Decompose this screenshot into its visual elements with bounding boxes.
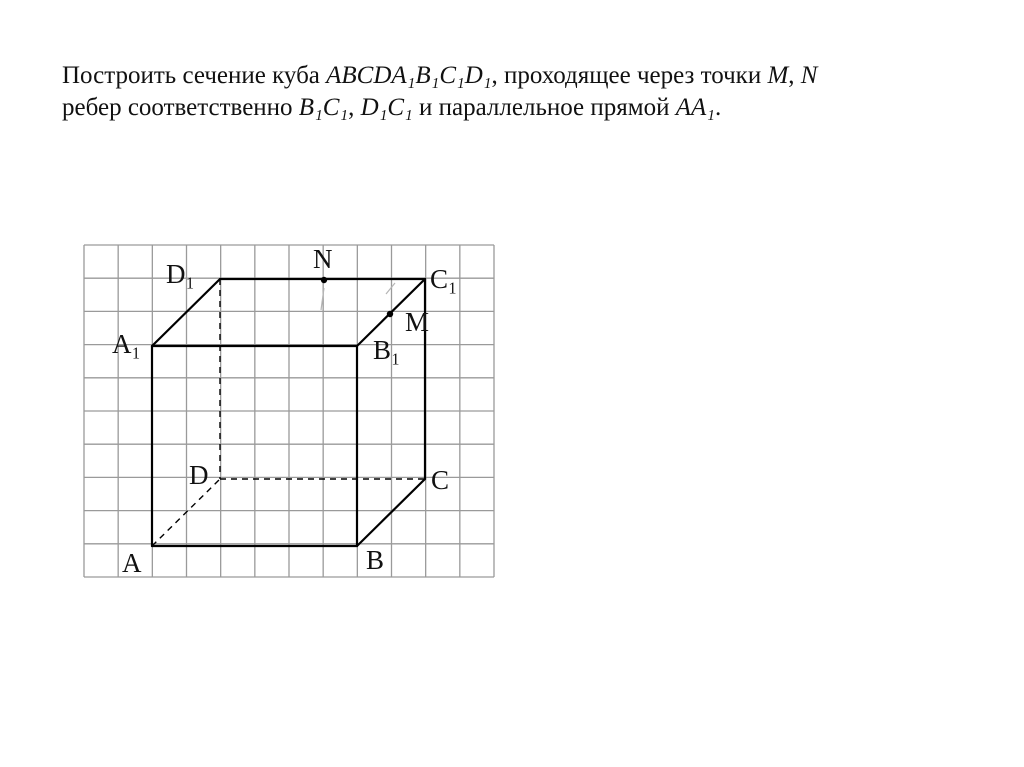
point-m-dot [387,311,393,317]
point-n-dot [321,277,327,283]
edge-d1c1-ref: D₁C₁ [360,94,413,121]
point-m-ref: M [767,62,789,89]
text-segment: , [788,62,801,89]
label-d: D [189,460,209,490]
edge-b1c1-ref: B₁C₁ [298,94,349,121]
label-a: A [122,548,142,578]
label-c1: C₁ [430,264,458,294]
label-a1: A₁ [112,329,141,359]
text-segment: , проходящее через точки [491,62,768,89]
text-segment: Построить сечение куба [62,62,327,89]
label-n: N [313,244,333,274]
label-m: M [405,307,430,337]
label-d1: D₁ [166,259,195,289]
text-segment: . [714,94,722,121]
text-segment: , [348,94,361,121]
label-c: C [431,465,450,495]
text-segment: ребер соответственно [62,94,299,121]
cube-name: ABCDA₁B₁C₁D₁ [326,62,492,89]
label-b1: B₁ [373,335,401,365]
point-n-ref: N [800,62,818,89]
text-segment: и параллельное прямой [412,94,676,121]
line-aa1-ref: AA₁ [675,94,715,121]
label-b: B [366,545,385,575]
